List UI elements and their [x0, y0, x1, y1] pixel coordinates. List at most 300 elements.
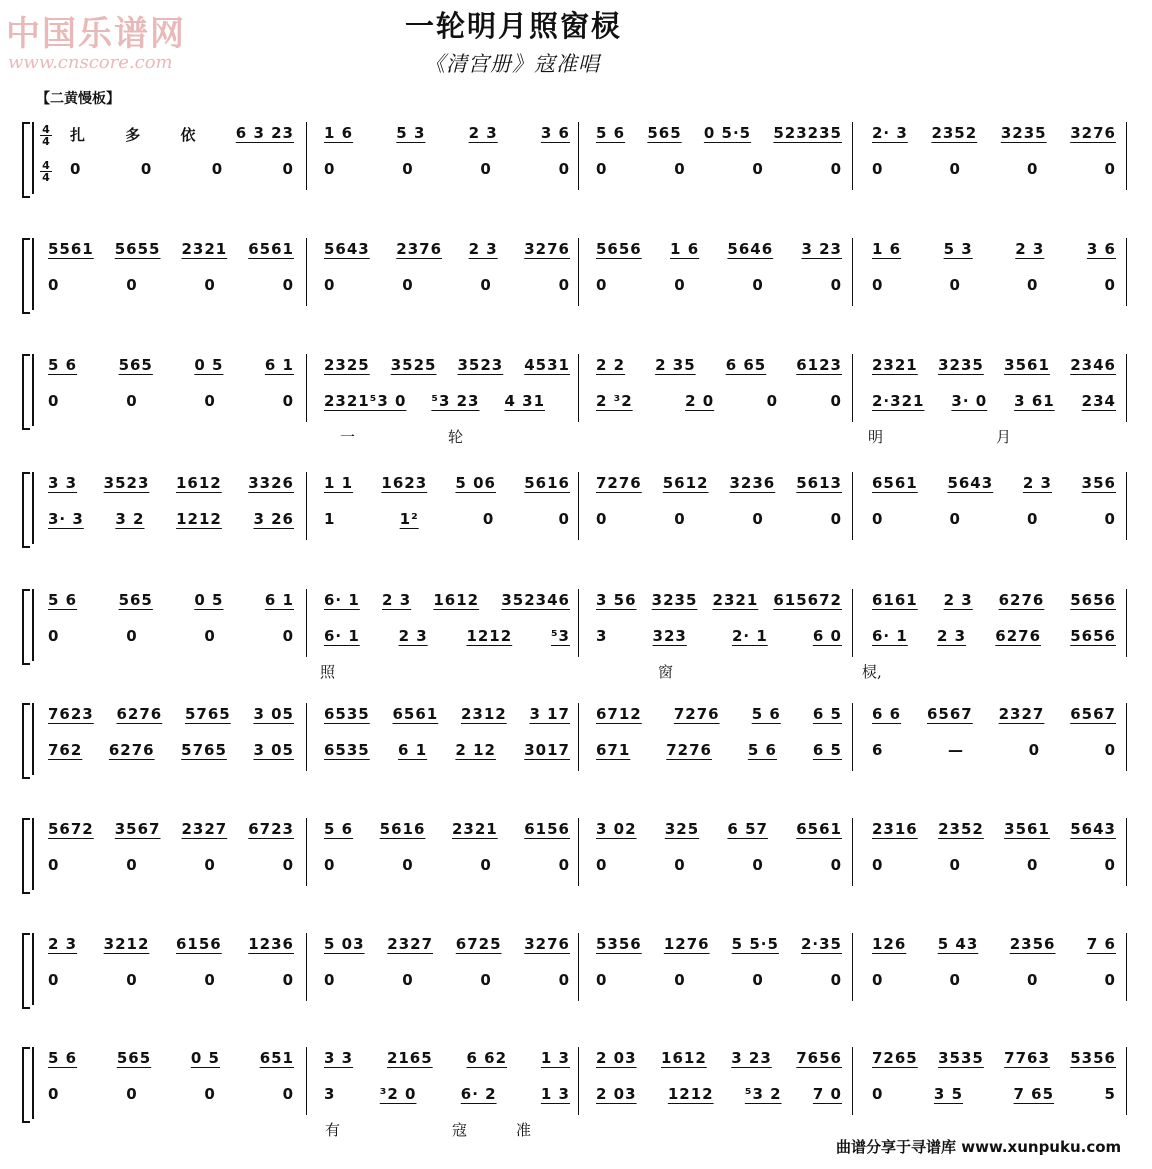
accompaniment-line: [48, 741, 294, 759]
barline: [306, 818, 307, 886]
note-group: 0 5: [194, 356, 224, 374]
barline: [578, 933, 579, 1001]
watermark-url: www.cnscore.com: [8, 52, 173, 73]
note-group: 6 0: [812, 627, 842, 645]
note-group: 0: [596, 856, 608, 874]
note-group: 6725: [455, 935, 502, 953]
note-group: 0: [1104, 160, 1116, 178]
note-group: 3235: [1000, 124, 1047, 142]
footer-credit: 曲谱分享于寻谱库 www.xunpuku.com: [836, 1138, 1122, 1156]
note-group: 2 3: [398, 627, 428, 645]
note-group: 6567: [926, 705, 973, 723]
measure: [596, 697, 842, 767]
note-group: 5 6: [48, 1049, 78, 1067]
note-group: 3: [324, 1085, 336, 1103]
lyric-syllable: 照: [320, 663, 336, 681]
measure: [48, 466, 294, 536]
note-group: 0: [204, 856, 216, 874]
note-group: 7276: [673, 705, 720, 723]
note-group: 1 6: [324, 124, 354, 142]
measure: [872, 697, 1116, 767]
vocal-line: [596, 1049, 842, 1067]
note-group: 671: [596, 741, 631, 759]
note-group: 3017: [524, 741, 570, 759]
note-group: 3 26: [253, 510, 294, 528]
note-group: 1212: [466, 627, 513, 645]
note-group: 5 6: [751, 705, 781, 723]
note-group: 1236: [248, 935, 294, 953]
note-group: 3236: [729, 474, 776, 492]
note-group: 0: [324, 856, 336, 874]
note-group: 6712: [596, 705, 642, 723]
note-group: 2321: [451, 820, 498, 838]
accompaniment-line: [596, 1085, 842, 1103]
note-group: 依: [180, 126, 197, 144]
note-group: 2346: [1070, 356, 1116, 374]
note-group: 5 6: [48, 356, 78, 374]
tempo-marking: 【二黄慢板】: [36, 91, 120, 107]
note-group: 2 3: [1015, 240, 1045, 258]
note-group: —: [948, 741, 964, 759]
note-group: 0: [48, 627, 60, 645]
measure: [872, 466, 1116, 536]
lyric-syllable: 轮: [448, 428, 464, 446]
barline: [306, 472, 307, 540]
note-group: 2· 1: [731, 627, 768, 645]
vocal-line: [596, 820, 842, 838]
note-group: 3235: [651, 591, 698, 609]
barline: [578, 472, 579, 540]
note-group: 5 03: [324, 935, 365, 953]
vocal-line: [596, 240, 842, 258]
vocal-line: [872, 1049, 1116, 1067]
note-group: 6567: [1070, 705, 1116, 723]
note-group: 0: [204, 971, 216, 989]
barline: [852, 933, 853, 1001]
note-group: 0: [482, 510, 495, 528]
vocal-line: [48, 591, 294, 609]
measure: [324, 583, 570, 653]
note-group: 5765: [184, 705, 231, 723]
note-group: 0: [1027, 510, 1039, 528]
accompaniment-line: [872, 1085, 1116, 1103]
measure: [48, 583, 294, 653]
vocal-line: [596, 356, 842, 374]
note-group: 3276: [524, 935, 570, 953]
vocal-line: [70, 124, 294, 145]
barline: [306, 354, 307, 422]
vocal-line: [324, 705, 570, 723]
measure: [48, 1041, 294, 1111]
note-group: 1612: [433, 591, 480, 609]
measure: [872, 116, 1116, 186]
note-group: 1276: [663, 935, 710, 953]
note-group: 0: [1104, 856, 1116, 874]
note-group: 0: [204, 1085, 216, 1103]
note-group: 7623: [48, 705, 94, 723]
system-bracket: [22, 1047, 30, 1123]
accompaniment-line: [324, 856, 570, 874]
barline: [1126, 1047, 1127, 1115]
note-group: 0: [1104, 276, 1116, 294]
vocal-line: [324, 474, 570, 492]
note-group: 3 05: [253, 741, 294, 759]
note-group: 325: [664, 820, 700, 838]
note-group: 6535: [324, 705, 370, 723]
note-group: 5643: [1070, 820, 1116, 838]
note-group: 2 35: [655, 356, 696, 374]
system-bracket: [22, 589, 30, 665]
note-group: 2 3: [382, 591, 412, 609]
barline: [306, 703, 307, 771]
note-group: 565: [118, 591, 153, 609]
barline: [1126, 238, 1127, 306]
note-group: 0: [558, 276, 570, 294]
barline: [306, 122, 307, 190]
measure: [596, 348, 842, 418]
note-group: 0: [872, 971, 884, 989]
measure: [48, 812, 294, 882]
measure: [872, 583, 1116, 653]
accompaniment-line: [596, 392, 842, 410]
measure: [48, 927, 294, 997]
note-group: 6276: [995, 627, 1042, 645]
note-group: 0: [872, 160, 884, 178]
note-group: 0: [752, 971, 764, 989]
note-group: 3 6: [1086, 240, 1116, 258]
accompaniment-line: [48, 856, 294, 874]
note-group: 1: [324, 510, 336, 528]
note-group: 5616: [524, 474, 570, 492]
note-group: 3· 0: [951, 392, 988, 410]
note-group: 3567: [114, 820, 161, 838]
note-group: 356: [1081, 474, 1116, 492]
note-group: 0: [282, 276, 294, 294]
note-group: 5 3: [943, 240, 973, 258]
accompaniment-line: [596, 276, 842, 294]
note-group: 1²: [399, 510, 419, 528]
vocal-line: [324, 356, 570, 374]
note-group: 0: [949, 276, 961, 294]
note-group: 0: [324, 971, 336, 989]
note-group: 5 6: [747, 741, 777, 759]
measure: [324, 927, 570, 997]
note-group: 0: [766, 392, 779, 410]
note-group: 0: [558, 510, 570, 528]
note-group: ³2 0: [379, 1085, 417, 1103]
note-group: 0: [674, 276, 686, 294]
note-group: 5356: [1070, 1049, 1116, 1067]
note-group: 0: [830, 510, 842, 528]
vocal-line: [48, 474, 294, 492]
note-group: 6 1: [264, 356, 294, 374]
note-group: 0: [126, 392, 138, 410]
note-group: 5656: [596, 240, 642, 258]
note-group: 0: [872, 510, 884, 528]
note-group: 2 3: [936, 627, 967, 645]
score-system: [0, 812, 1152, 917]
note-group: 3 05: [253, 705, 294, 723]
note-group: 0: [480, 856, 492, 874]
note-group: 565: [118, 356, 153, 374]
vocal-line: [596, 474, 842, 492]
note-group: 5643: [947, 474, 994, 492]
vocal-line: [324, 1049, 570, 1067]
note-group: 5646: [727, 240, 774, 258]
note-group: 6156: [175, 935, 222, 953]
note-group: 0: [830, 160, 842, 178]
vocal-line: [872, 124, 1116, 142]
note-group: 1 1: [324, 474, 354, 492]
note-group: 6161: [872, 591, 918, 609]
note-group: 0: [126, 1085, 138, 1103]
note-group: 3523: [103, 474, 150, 492]
note-group: 6276: [108, 741, 155, 759]
accompaniment-line: [324, 741, 570, 759]
note-group: 3 3: [48, 474, 78, 492]
note-group: 6 3 23: [235, 124, 294, 142]
note-group: 3326: [248, 474, 294, 492]
note-group: 3 02: [596, 820, 637, 838]
note-group: 0: [674, 160, 686, 178]
note-group: 2356: [1009, 935, 1056, 953]
note-group: 6535: [324, 741, 370, 759]
note-group: 0: [480, 971, 492, 989]
note-group: 0: [126, 971, 138, 989]
note-group: 5765: [181, 741, 227, 759]
accompaniment-line: [596, 856, 842, 874]
note-group: 3535: [938, 1049, 984, 1067]
accompaniment-line: [872, 392, 1116, 410]
note-group: 0: [204, 627, 216, 645]
note-group: 7763: [1004, 1049, 1050, 1067]
note-group: 5656: [1070, 627, 1116, 645]
note-group: 2 3: [1022, 474, 1052, 492]
measure: [324, 812, 570, 882]
note-group: 6 6: [872, 705, 902, 723]
note-group: 3 23: [731, 1049, 772, 1067]
barline: [578, 1047, 579, 1115]
note-group: 0: [872, 276, 884, 294]
note-group: 6276: [116, 705, 163, 723]
note-group: 扎: [70, 126, 87, 144]
note-group: 5 5·5: [731, 935, 779, 953]
note-group: 3 2: [115, 510, 145, 528]
accompaniment-line: [48, 510, 294, 528]
note-group: 0: [324, 160, 336, 178]
barline: [852, 122, 853, 190]
accompaniment-line: [70, 160, 294, 178]
accompaniment-line: [872, 627, 1116, 645]
note-group: 0: [70, 160, 82, 178]
note-group: 0: [1104, 741, 1116, 759]
score-system: [0, 348, 1152, 453]
vocal-line: [324, 591, 570, 609]
measure: [324, 466, 570, 536]
note-group: 3561: [1004, 356, 1050, 374]
note-group: 0: [48, 971, 60, 989]
accompaniment-line: [48, 627, 294, 645]
barline: [306, 238, 307, 306]
note-group: 0: [596, 276, 608, 294]
note-group: 2352: [938, 820, 984, 838]
vocal-line: [48, 820, 294, 838]
score-title: 一轮明月照窗棂: [405, 9, 623, 43]
note-group: 2321: [712, 591, 759, 609]
note-group: 0 5: [190, 1049, 220, 1067]
vocal-line: [324, 240, 570, 258]
lyric-syllable: 寇: [452, 1121, 468, 1139]
accompaniment-line: [596, 510, 842, 528]
vocal-line: [48, 1049, 294, 1067]
measure: [596, 466, 842, 536]
note-group: 2 3: [943, 591, 973, 609]
note-group: 1623: [381, 474, 428, 492]
note-group: 2 3: [468, 240, 498, 258]
note-group: 2352: [931, 124, 978, 142]
note-group: 0: [480, 160, 492, 178]
note-group: 6· 2: [460, 1085, 497, 1103]
note-group: 3: [596, 627, 608, 645]
vocal-line: [872, 474, 1116, 492]
note-group: 2 03: [596, 1049, 637, 1067]
note-group: 615672: [773, 591, 842, 609]
note-group: 0: [674, 856, 686, 874]
note-group: 0: [282, 971, 294, 989]
note-group: 5 6: [596, 124, 626, 142]
note-group: 126: [872, 935, 907, 953]
note-group: 6· 1: [324, 591, 360, 609]
accompaniment-line: [324, 392, 570, 410]
score-system: [0, 697, 1152, 802]
vocal-line: [48, 705, 294, 723]
note-group: 2·35: [800, 935, 842, 953]
score-system: [0, 232, 1152, 337]
note-group: 6 5: [812, 705, 842, 723]
note-group: 4531: [524, 356, 570, 374]
note-group: 3 56: [596, 591, 637, 609]
note-group: 3 23: [801, 240, 842, 258]
system-bracket: [22, 122, 30, 198]
accompaniment-line: [324, 160, 570, 178]
note-group: 0: [830, 276, 842, 294]
accompaniment-line: [48, 392, 294, 410]
accompaniment-line: [324, 971, 570, 989]
barline: [852, 703, 853, 771]
lyric-syllable: 窗: [658, 663, 674, 681]
accompaniment-line: [872, 741, 1116, 759]
note-group: 0: [752, 856, 764, 874]
accompaniment-line: [872, 160, 1116, 178]
note-group: 3276: [524, 240, 570, 258]
note-group: 2312: [460, 705, 507, 723]
note-group: 6561: [796, 820, 842, 838]
note-group: 3212: [103, 935, 150, 953]
note-group: 6 1: [264, 591, 294, 609]
vocal-line: [872, 356, 1116, 374]
note-group: 0: [480, 276, 492, 294]
vocal-line: [872, 935, 1116, 953]
score-system: [0, 116, 1152, 221]
note-group: 3561: [1004, 820, 1050, 838]
note-group: 0: [1027, 160, 1039, 178]
barline: [852, 1047, 853, 1115]
note-group: 0 5·5: [703, 124, 752, 142]
score-system: [0, 583, 1152, 688]
note-group: 651: [259, 1049, 294, 1067]
note-group: ⁵3 23: [431, 392, 480, 410]
vocal-line: [872, 591, 1116, 609]
watermark-site-name: 中国乐谱网: [6, 14, 186, 54]
note-group: 1612: [661, 1049, 707, 1067]
barline: [578, 122, 579, 190]
note-group: 4 31: [504, 392, 546, 410]
note-group: 1212: [176, 510, 222, 528]
note-group: 6276: [998, 591, 1045, 609]
measure: [324, 697, 570, 767]
measure: [872, 927, 1116, 997]
note-group: 2 3: [48, 935, 78, 953]
note-group: 2 0: [685, 392, 715, 410]
note-group: 5655: [114, 240, 161, 258]
note-group: 0: [211, 160, 224, 178]
lyric-syllable: 有: [325, 1121, 341, 1139]
note-group: 0: [282, 1085, 294, 1103]
accompaniment-line: [596, 627, 842, 645]
note-group: 2 3: [468, 124, 498, 142]
vocal-line: [872, 705, 1116, 723]
note-group: 6 1: [398, 741, 428, 759]
note-group: 5616: [379, 820, 426, 838]
note-group: 565: [647, 124, 682, 142]
note-group: 0: [596, 160, 608, 178]
note-group: 7656: [796, 1049, 842, 1067]
lyric-syllable: 明: [868, 428, 884, 446]
note-group: 352346: [501, 591, 570, 609]
note-group: 2376: [396, 240, 443, 258]
note-group: 5 3: [396, 124, 426, 142]
note-group: 3 3: [324, 1049, 354, 1067]
note-group: 6 57: [727, 820, 768, 838]
accompaniment-line: [872, 856, 1116, 874]
score-system: [0, 927, 1152, 1032]
note-group: 多: [125, 126, 142, 144]
note-group: 0: [558, 971, 570, 989]
note-group: 2321: [872, 356, 918, 374]
note-group: 3 5: [933, 1085, 964, 1103]
note-group: 0: [872, 1085, 884, 1103]
system-bracket: [22, 818, 30, 894]
note-group: 6 62: [466, 1049, 508, 1067]
score-system: [0, 466, 1152, 571]
barline: [852, 589, 853, 657]
note-group: 2 ³2: [596, 392, 633, 410]
note-group: 0: [1027, 856, 1039, 874]
note-group: 2 12: [455, 741, 496, 759]
note-group: 6· 1: [872, 627, 908, 645]
note-group: 0: [402, 971, 414, 989]
note-group: 0: [949, 971, 961, 989]
measure: [324, 348, 570, 418]
note-group: 323: [652, 627, 687, 645]
note-group: 0: [949, 510, 961, 528]
accompaniment-line: [872, 971, 1116, 989]
note-group: 565: [116, 1049, 152, 1067]
note-group: 0: [1028, 741, 1040, 759]
note-group: 5656: [1070, 591, 1116, 609]
note-group: 3276: [1070, 124, 1116, 142]
note-group: 0: [126, 276, 138, 294]
